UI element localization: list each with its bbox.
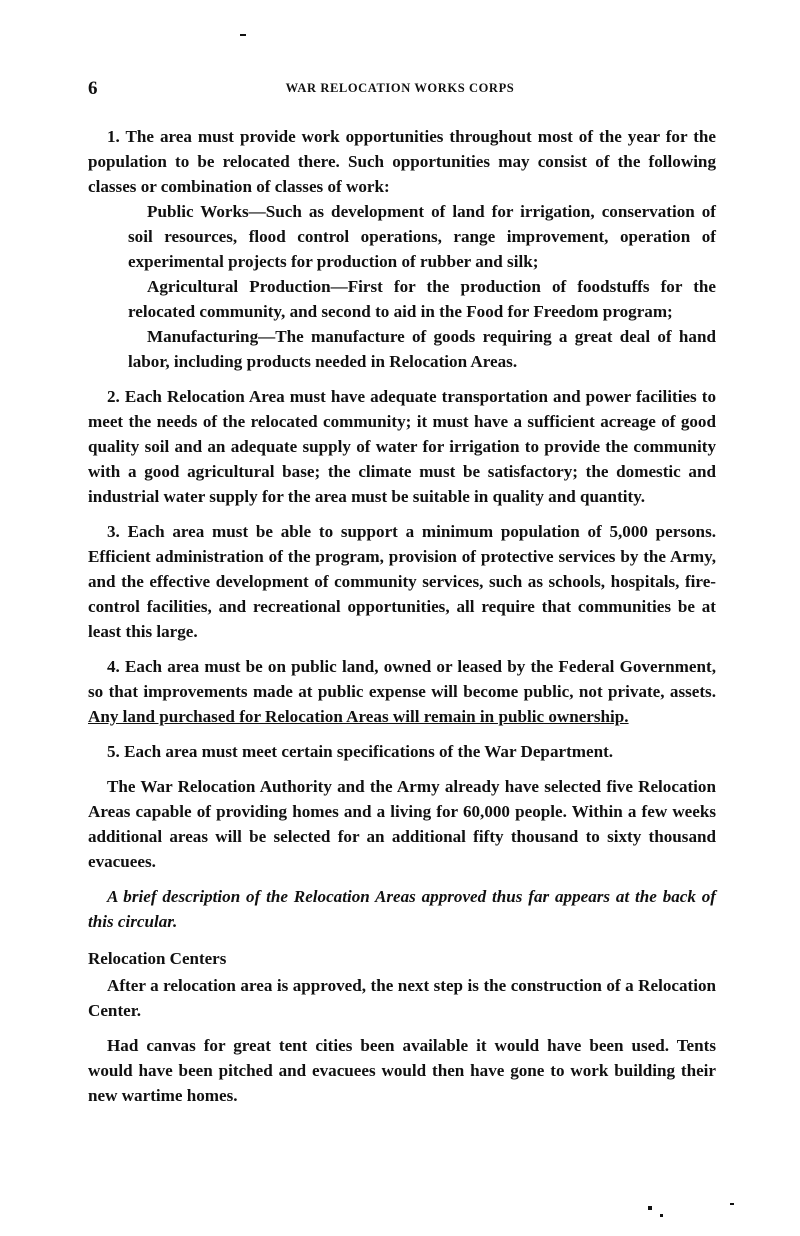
scan-speck <box>730 1203 734 1205</box>
paragraph-requirement-3: 3. Each area must be able to support a minimum population of 5,000 persons. Efficient administration of the program, provision of protective services by the Army, and the effective development of community services, such as schools, hospitals, fire-control facilities, and recreational opportunities, all require that communities be at least this large. <box>88 522 716 641</box>
paragraph-manufacturing: Manufacturing—The manufacture of goods requiring a great deal of hand labor, including products needed in Relocation Areas. <box>128 327 716 371</box>
page-header <box>88 78 712 102</box>
paragraph-public-works: Public Works—Such as development of land for irrigation, conservation of soil resources, flood control operations, range improvement, operation of experimental projects for production of rubber and silk; <box>128 202 716 271</box>
requirement-4-text: 4. Each area must be on public land, owned or leased by the Federal Government, so that improvements made at public expense will become public, not private, assets. <box>88 657 716 701</box>
paragraph-relocation-center: After a relocation area is approved, the next step is the construction of a Relocation Center. <box>88 976 716 1020</box>
section-heading: Relocation Centers <box>88 949 227 968</box>
paragraph-requirement-4 <box>88 654 716 729</box>
running-head: WAR RELOCATION WORKS CORPS <box>285 81 515 95</box>
page-body <box>88 124 716 1108</box>
paragraph-selected-areas: The War Relocation Authority and the Army already have selected five Relocation Areas capable of providing homes and a living for 60,000 people. Within a few weeks additional areas will be selected for an additional fifty thousand to sixty thousand evacuees. <box>88 777 716 871</box>
paragraph-agricultural-production: Agricultural Production—First for the production of foodstuffs for the relocated community, and second to aid in the Food for Freedom program; <box>128 277 716 321</box>
scan-speck <box>660 1214 663 1217</box>
scan-speck <box>240 34 246 36</box>
page-number: 6 <box>88 78 98 99</box>
paragraph-requirement-2: 2. Each Relocation Area must have adequate transportation and power facilities to meet the needs of the relocated community; it must have a sufficient acreage of good quality soil and an adequate supply of water for irrigation to provide the community with a good agricultural base; the climate must be satisfactory; the domestic and industrial water supply for the area must be suitable in quality and quantity. <box>88 387 716 506</box>
paragraph-requirement-1: 1. The area must provide work opportunities throughout most of the year for the population to be relocated there. Such opportunities may consist of the following classes or combination of classes of work: <box>88 127 716 196</box>
paragraph-note-italic: A brief description of the Relocation Areas approved thus far appears at the back of this circular. <box>88 887 716 931</box>
scan-speck <box>648 1206 652 1210</box>
requirement-4-underlined-text: Any land purchased for Relocation Areas will remain in public ownership. <box>88 707 629 726</box>
paragraph-requirement-5: 5. Each area must meet certain specifications of the War Department. <box>107 742 614 761</box>
paragraph-tents: Had canvas for great tent cities been available it would have been used. Tents would have been pitched and evacuees would then have gone to work building their new wartime homes. <box>88 1036 716 1105</box>
